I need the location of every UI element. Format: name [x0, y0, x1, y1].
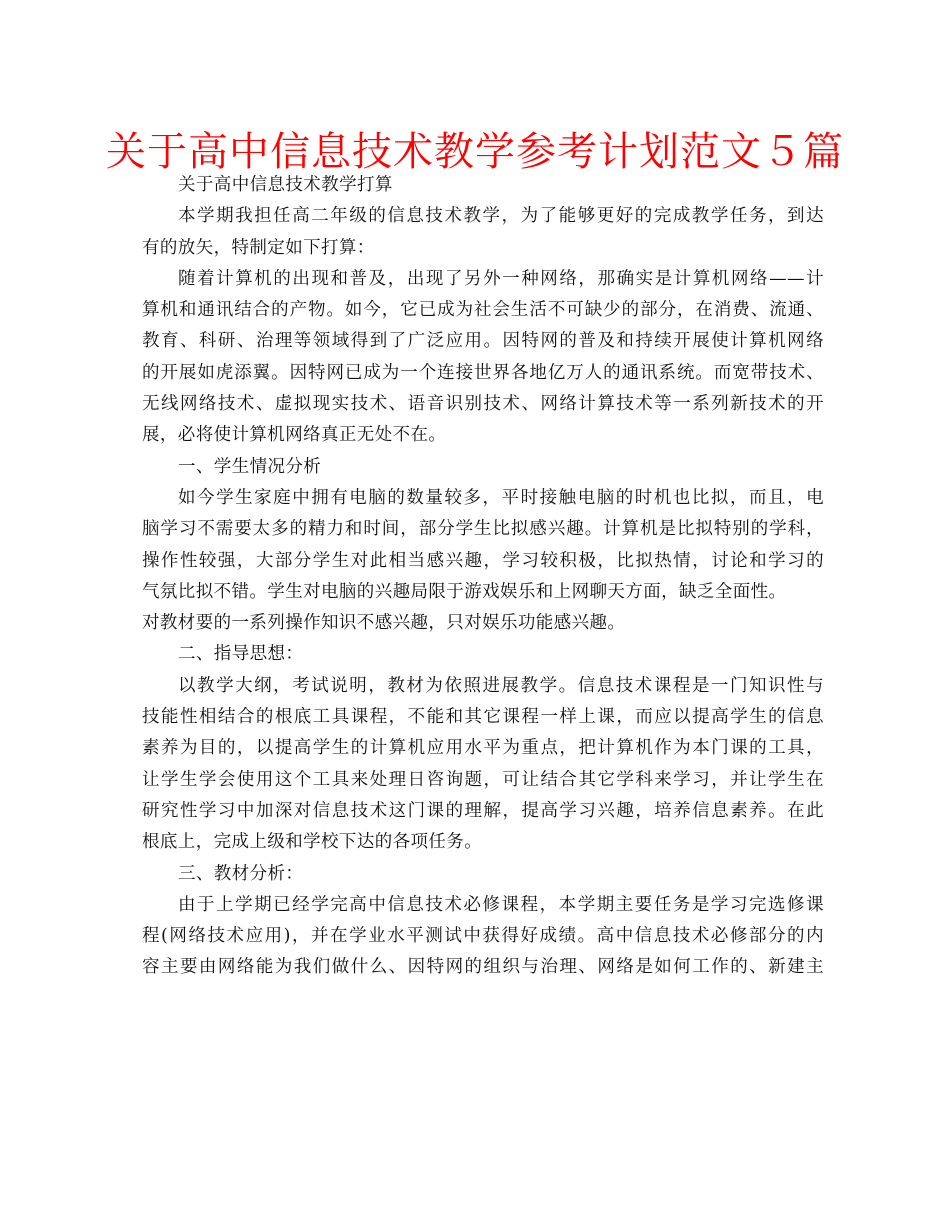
- text-line: 对教材要的一系列操作知识不感兴趣，只对娱乐功能感兴趣。: [142, 613, 626, 634]
- text-line: 三、教材分析：: [178, 863, 304, 884]
- text-line: 程(网络技术应用)，并在学业水平测试中获得好成绩。高中信息技术必修部分的内: [142, 926, 824, 947]
- text-line: 操作性较强，大部分学生对此相当感兴趣，学习较积极，比拟热情，讨论和学习的: [142, 550, 824, 571]
- text-line: 由于上学期已经学完高中信息技术必修课程，本学期主要任务是学习完选修课: [178, 894, 824, 915]
- text-line: 本学期我担任高二年级的信息技术教学，为了能够更好的完成教学任务，到达: [178, 206, 824, 227]
- text-line: 以教学大纲，考试说明，教材为依照进展教学。信息技术课程是一门知识性与: [178, 675, 824, 696]
- text-line: 的开展如虎添翼。因特网已成为一个连接世界各地亿万人的通讯系统。而宽带技术、: [142, 362, 824, 383]
- text-line: 展，必将使计算机网络真正无处不在。: [142, 425, 447, 446]
- document-title: 关于高中信息技术教学参考计划范文５篇: [106, 129, 844, 175]
- text-line: 素养为目的，以提高学生的计算机应用水平为重点，把计算机作为本门课的工具，: [142, 738, 824, 759]
- text-line: 容主要由网络能为我们做什么、因特网的组织与治理、网络是如何工作的、新建主: [142, 957, 824, 978]
- text-line: 一、学生情况分析: [178, 456, 322, 477]
- text-line: 技能性相结合的根底工具课程，不能和其它课程一样上课，而应以提高学生的信息: [142, 707, 824, 728]
- text-line: 气氛比拟不错。学生对电脑的兴趣局限于游戏娱乐和上网聊天方面，缺乏全面性。: [142, 581, 787, 602]
- text-line: 让学生学会使用这个工具来处理日咨询题，可让结合其它学科来学习，并让学生在: [142, 769, 824, 790]
- text-line: 脑学习不需要太多的精力和时间，部分学生比拟感兴趣。计算机是比拟特别的学科，: [142, 519, 824, 540]
- text-line: 研究性学习中加深对信息技术这门课的理解，提高学习兴趣，培养信息素养。在此: [142, 800, 824, 821]
- text-line: 随着计算机的出现和普及，出现了另外一种网络，那确实是计算机网络——计: [178, 268, 824, 289]
- text-line: 如今学生家庭中拥有电脑的数量较多，平时接触电脑的时机也比拟，而且，电: [178, 487, 824, 508]
- text-line: 根底上，完成上级和学校下达的各项任务。: [142, 832, 483, 853]
- document-body: [142, 170, 824, 984]
- text-line: 算机和通讯结合的产物。如今，它已成为社会生活不可缺少的部分，在消费、流通、: [142, 300, 824, 321]
- text-line: 有的放矢，特制定如下打算：: [142, 237, 375, 258]
- text-line: 无线网络技术、虚拟现实技术、语音识别技术、网络计算技术等一系列新技术的开: [142, 394, 824, 415]
- text-line: 关于高中信息技术教学打算: [178, 175, 393, 195]
- text-line: 教育、科研、治理等领域得到了广泛应用。因特网的普及和持续开展使计算机网络: [142, 331, 824, 352]
- text-line: 二、指导思想：: [178, 644, 304, 665]
